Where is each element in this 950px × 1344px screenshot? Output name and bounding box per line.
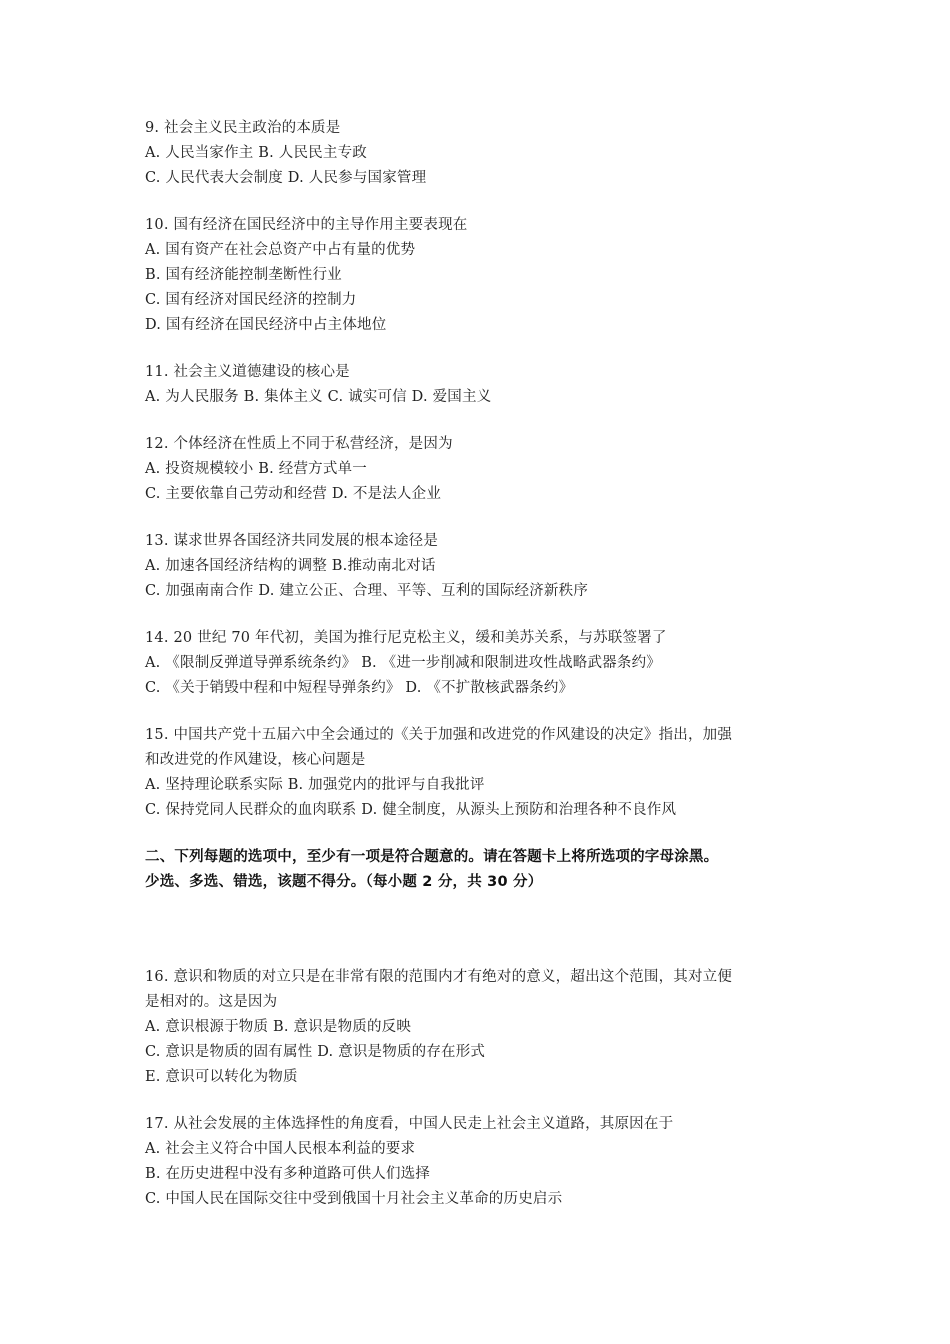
option-a: A. 社会主义符合中国人民根本利益的要求 [145,1141,416,1157]
options-line: A. 加速各国经济结构的调整 B.推动南北对话 [145,558,436,574]
option-b: B. 在历史进程中没有多种道路可供人们选择 [145,1166,431,1182]
options-line: C. 加强南南合作 D. 建立公正、合理、平等、互利的国际经济新秩序 [145,583,589,599]
option-c: C. 中国人民在国际交往中受到俄国十月社会主义革命的历史启示 [145,1191,563,1207]
option-b: B. 国有经济能控制垄断性行业 [145,267,342,283]
options-line: C. 意识是物质的固有属性 D. 意识是物质的存在形式 [145,1044,486,1060]
question-14 [145,626,825,701]
question-text: 16. 意识和物质的对立只是在非常有限的范围内才有绝对的意义，超出这个范围，其对立便 [145,969,733,985]
question-text: 10. 国有经济在国民经济中的主导作用主要表现在 [145,217,468,233]
option-d: D. 国有经济在国民经济中占主体地位 [145,317,387,333]
spacer [145,191,825,213]
question-text: 9. 社会主义民主政治的本质是 [145,120,341,136]
spacer [145,410,825,432]
question-16 [145,965,825,1090]
option-a: A. 国有资产在社会总资产中占有量的优势 [145,242,416,258]
options-line: A. 投资规模较小 B. 经营方式单一 [145,461,367,477]
spacer [145,1090,825,1112]
spacer [145,701,825,723]
question-17 [145,1112,825,1212]
question-12 [145,432,825,507]
question-text-continued: 是相对的。这是因为 [145,994,278,1010]
question-11 [145,360,825,410]
options-line: A. 意识根源于物质 B. 意识是物质的反映 [145,1019,412,1035]
spacer [145,338,825,360]
options-line: C. 保持党同人民群众的血肉联系 D. 健全制度，从源头上预防和治理各种不良作风 [145,802,677,818]
option-c: C. 国有经济对国民经济的控制力 [145,292,357,308]
spacer [145,823,825,845]
question-15 [145,723,825,823]
question-text: 12. 个体经济在性质上不同于私营经济，是因为 [145,436,453,452]
spacer [145,604,825,626]
question-10 [145,213,825,338]
options-line: C. 《关于销毁中程和中短程导弹条约》 D. 《不扩散核武器条约》 [145,680,574,696]
question-text: 14. 20 世纪 70 年代初，美国为推行尼克松主义，缓和美苏关系，与苏联签署了 [145,630,667,646]
options-line: A. 为人民服务 B. 集体主义 C. 诚实可信 D. 爱国主义 [145,389,492,405]
section-heading-line: 二、下列每题的选项中，至少有一项是符合题意的。请在答题卡上将所选项的字母涂黑。 [145,849,719,865]
question-9 [145,116,825,191]
options-line: A. 人民当家作主 B. 人民民主专政 [145,145,367,161]
question-13 [145,529,825,604]
spacer [145,507,825,529]
spacer [145,895,825,965]
options-line: A. 《限制反弹道导弹系统条约》 B. 《进一步削减和限制进攻性战略武器条约》 [145,655,661,671]
question-text-continued: 和改进党的作风建设，核心问题是 [145,752,366,768]
exam-page [145,116,825,1212]
options-line: A. 坚持理论联系实际 B. 加强党内的批评与自我批评 [145,777,485,793]
question-text: 15. 中国共产党十五届六中全会通过的《关于加强和改进党的作风建设的决定》指出，加强 [145,727,733,743]
question-text: 11. 社会主义道德建设的核心是 [145,364,350,380]
options-line: C. 主要依靠自己劳动和经营 D. 不是法人企业 [145,486,442,502]
options-line: C. 人民代表大会制度 D. 人民参与国家管理 [145,170,427,186]
section-heading-line: 少选、多选、错选，该题不得分。（每小题 2 分，共 30 分） [145,874,543,890]
question-text: 13. 谋求世界各国经济共同发展的根本途径是 [145,533,439,549]
question-text: 17. 从社会发展的主体选择性的角度看，中国人民走上社会主义道路，其原因在于 [145,1116,674,1132]
option-e: E. 意识可以转化为物质 [145,1069,298,1085]
section-2-heading [145,845,825,895]
